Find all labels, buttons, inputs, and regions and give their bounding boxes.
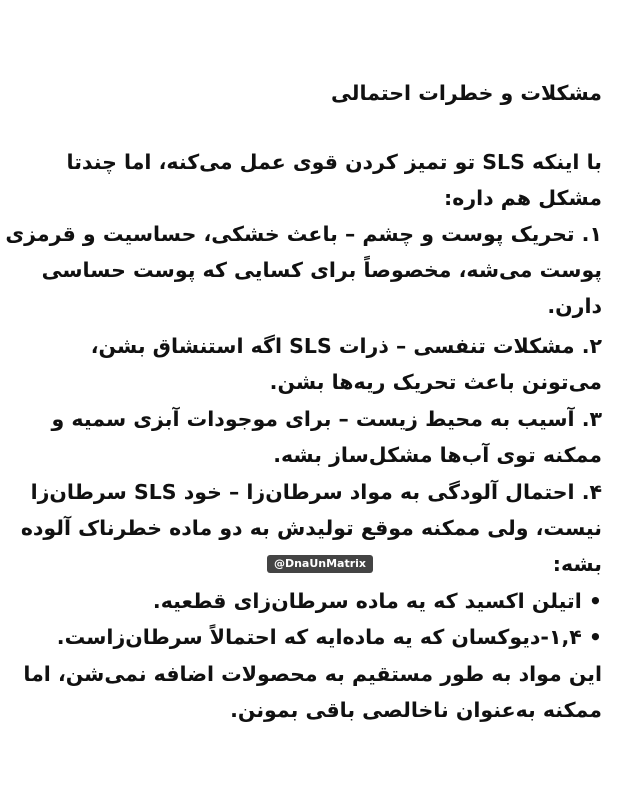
item-2-line-1: ۲. مشکلات تنفسی – ذرات SLS اگه استنشاق بشن، [90, 334, 602, 358]
closing-line-2: ممکنه به‌عنوان ناخالصی باقی بمونن. [230, 698, 602, 722]
item-4-line-1: ۴. احتمال آلودگی به مواد سرطان‌زا – خود SLS سرطان‌زا [30, 480, 602, 504]
item-3-line-2: ممکنه توی آب‌ها مشکل‌ساز بشه. [273, 443, 602, 467]
item-1-line-1: ۱. تحریک پوست و چشم – باعث خشکی، حساسیت و قرمزی [5, 222, 602, 246]
bullet-line-1: • اتیلن اکسید که یه ماده سرطان‌زای قطعیه. [152, 589, 602, 613]
section-heading: مشکلات و خطرات احتمالی [331, 81, 602, 105]
intro-line-2: مشکل هم داره: [444, 186, 602, 210]
item-4-line-3: بشه: [552, 552, 602, 576]
watermark-label: @DnaUnMatrix [267, 555, 373, 573]
intro-line-1: با اینکه SLS تو تمیز کردن قوی عمل می‌کنه، اما چندتا [66, 150, 602, 174]
bullet-line-2: • ۱,۴-دیوکسان که یه ماده‌ایه که احتمالاً سرطان‌زاست. [56, 625, 602, 649]
item-2-line-2: می‌تونن باعث تحریک ریه‌ها بشن. [269, 370, 602, 394]
item-4-line-2: نیست، ولی ممکنه موقع تولیدش به دو ماده خطرناک آلوده [20, 516, 602, 540]
item-3-line-1: ۳. آسیب به محیط زیست – برای موجودات آبزی سمیه و [51, 407, 602, 431]
item-1-line-2: پوست می‌شه، مخصوصاً برای کسایی که پوست حساسی [41, 258, 602, 282]
item-1-line-3: دارن. [547, 294, 602, 318]
closing-line-1: این مواد به طور مستقیم به محصولات اضافه نمی‌شن، اما [23, 662, 602, 686]
